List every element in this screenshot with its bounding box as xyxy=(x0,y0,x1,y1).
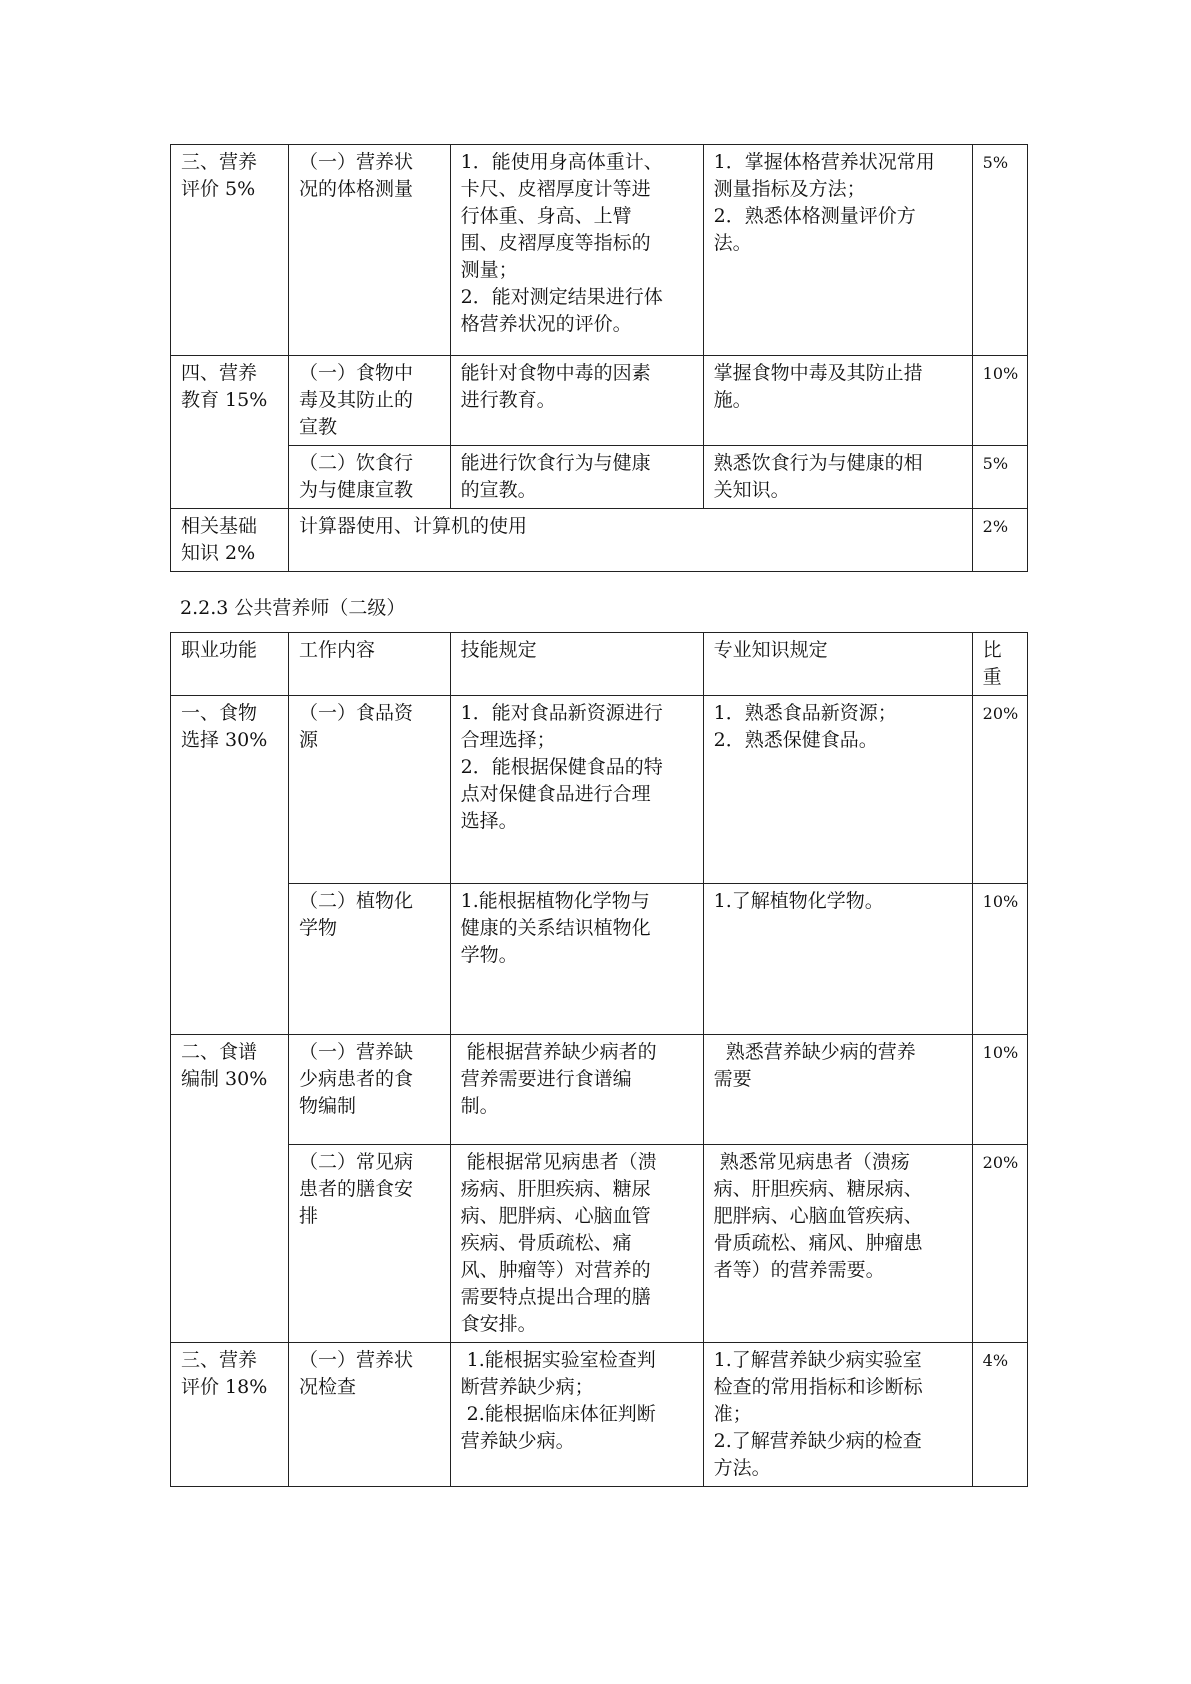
table-row xyxy=(171,509,1028,572)
content-cell: （二）植物化 学物 xyxy=(289,884,451,1035)
content-cell: （一）营养缺 少病患者的食 物编制 xyxy=(289,1035,451,1145)
table-row xyxy=(171,1035,1028,1145)
weight-cell: 10% xyxy=(972,1035,1027,1145)
header-weight: 比 重 xyxy=(972,633,1027,696)
function-cell: 二、食谱 编制 30% xyxy=(171,1035,289,1343)
content-cell: （二）饮食行 为与健康宣教 xyxy=(289,446,451,509)
header-knowledge: 专业知识规定 xyxy=(703,633,972,696)
weight-cell: 5% xyxy=(972,145,1027,356)
function-cell: 一、食物 选择 30% xyxy=(171,696,289,1035)
skills-cell: 1.能根据实验室检查判 断营养缺少病； 2.能根据临床体征判断 营养缺少病。 xyxy=(450,1343,703,1487)
knowledge-cell: 熟悉营养缺少病的营养 需要 xyxy=(703,1035,972,1145)
content-cell: （一）营养状 况的体格测量 xyxy=(289,145,451,356)
knowledge-cell: 熟悉常见病患者（溃疡 病、肝胆疾病、糖尿病、 肥胖病、心脑血管疾病、 骨质疏松、痛风、肿瘤患 者等）的营养需要。 xyxy=(703,1145,972,1343)
knowledge-cell: 1.了解植物化学物。 xyxy=(703,884,972,1035)
header-skills: 技能规定 xyxy=(450,633,703,696)
function-cell: 四、营养 教育 15% xyxy=(171,356,289,509)
weight-cell: 4% xyxy=(972,1343,1027,1487)
weight-cell: 20% xyxy=(972,1145,1027,1343)
weight-cell: 2% xyxy=(972,509,1027,572)
table-row xyxy=(171,356,1028,446)
weight-cell: 10% xyxy=(972,356,1027,446)
knowledge-cell: 1.了解营养缺少病实验室 检查的常用指标和诊断标 准； 2.了解营养缺少病的检查 方法。 xyxy=(703,1343,972,1487)
knowledge-cell: 1．熟悉食品新资源； 2．熟悉保健食品。 xyxy=(703,696,972,884)
content-cell: （二）常见病 患者的膳食安 排 xyxy=(289,1145,451,1343)
competency-table-level-2 xyxy=(170,632,1028,1487)
header-function: 职业功能 xyxy=(171,633,289,696)
function-cell: 三、营养 评价 18% xyxy=(171,1343,289,1487)
table-row xyxy=(171,145,1028,356)
competency-table-continued xyxy=(170,144,1028,572)
section-heading: 2.2.3 公共营养师（二级） xyxy=(180,597,406,619)
knowledge-cell: 熟悉饮食行为与健康的相 关知识。 xyxy=(703,446,972,509)
weight-cell: 10% xyxy=(972,884,1027,1035)
table-row xyxy=(171,1145,1028,1343)
table-row xyxy=(171,696,1028,884)
table-row xyxy=(171,884,1028,1035)
function-cell: 三、营养 评价 5% xyxy=(171,145,289,356)
content-cell: （一）食品资 源 xyxy=(289,696,451,884)
skills-cell: 能进行饮食行为与健康 的宣教。 xyxy=(450,446,703,509)
content-cell: （一）营养状 况检查 xyxy=(289,1343,451,1487)
weight-cell: 5% xyxy=(972,446,1027,509)
skills-cell: 1.能根据植物化学物与 健康的关系结识植物化 学物。 xyxy=(450,884,703,1035)
knowledge-cell: 掌握食物中毒及其防止措 施。 xyxy=(703,356,972,446)
skills-cell: 1．能对食品新资源进行 合理选择； 2．能根据保健食品的特 点对保健食品进行合理 选择。 xyxy=(450,696,703,884)
merged-content-cell: 计算器使用、计算机的使用 xyxy=(289,509,973,572)
function-cell: 相关基础 知识 2% xyxy=(171,509,289,572)
table-row xyxy=(171,446,1028,509)
skills-cell: 能根据常见病患者（溃 疡病、肝胆疾病、糖尿 病、肥胖病、心脑血管 疾病、骨质疏松、痛 风、肿瘤等）对营养的 需要特点提出合理的膳 食安排。 xyxy=(450,1145,703,1343)
skills-cell: 1．能使用身高体重计、 卡尺、皮褶厚度计等进 行体重、身高、上臂 围、皮褶厚度等指标的 测量； 2．能对测定结果进行体 格营养状况的评价。 xyxy=(450,145,703,356)
table-header-row xyxy=(171,633,1028,696)
table-row xyxy=(171,1343,1028,1487)
skills-cell: 能针对食物中毒的因素 进行教育。 xyxy=(450,356,703,446)
header-content: 工作内容 xyxy=(289,633,451,696)
weight-cell: 20% xyxy=(972,696,1027,884)
knowledge-cell: 1．掌握体格营养状况常用 测量指标及方法； 2．熟悉体格测量评价方 法。 xyxy=(703,145,972,356)
content-cell: （一）食物中 毒及其防止的 宣教 xyxy=(289,356,451,446)
skills-cell: 能根据营养缺少病者的 营养需要进行食谱编 制。 xyxy=(450,1035,703,1145)
